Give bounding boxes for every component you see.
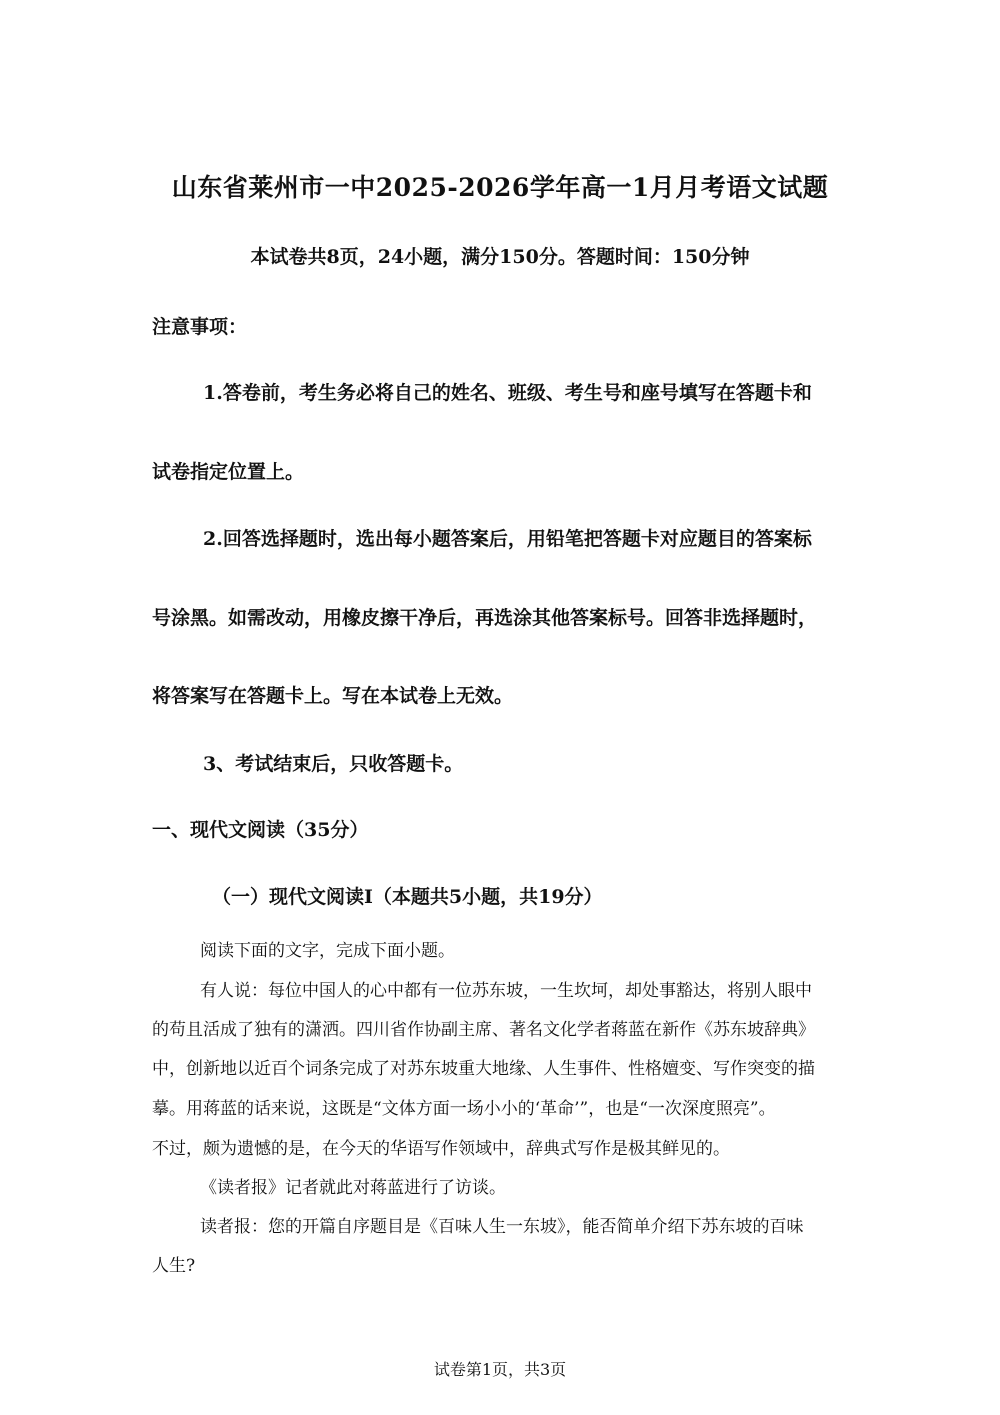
notice-heading: 注意事项： — [152, 316, 248, 338]
notice-3: 3、考试结束后，只收答题卡。 — [203, 753, 464, 775]
exam-title: 山东省莱州市一中2025-2026学年高一1月月考语文试题 — [171, 173, 829, 202]
paragraph-1-line-5: 不过，颇为遗憾的是，在今天的华语写作领域中，辞典式写作是极其鲜见的。 — [152, 1139, 730, 1159]
notice-2-line-3: 将答案写在答题卡上。写在本试卷上无效。 — [152, 685, 514, 707]
paragraph-1-line-4: 摹。用蒋蓝的话来说，这既是“文体方面一场小小的‘革命’”，也是“一次深度照亮”。 — [152, 1099, 776, 1119]
paragraph-1-line-1: 有人说：每位中国人的心中都有一位苏东坡，一生坎坷，却处事豁达，将别人眼中 — [200, 981, 812, 1001]
reading-instruction: 阅读下面的文字，完成下面小题。 — [200, 941, 455, 961]
notice-1-line-2: 试卷指定位置上。 — [152, 461, 305, 483]
paragraph-3-line-2: 人生? — [152, 1256, 196, 1276]
exam-subtitle: 本试卷共8页，24小题，满分150分。答题时间：150分钟 — [250, 246, 750, 268]
paragraph-1-line-3: 中，创新地以近百个词条完成了对苏东坡重大地缘、人生事件、性格嬗变、写作突变的描 — [152, 1059, 815, 1079]
section-heading: 一、现代文阅读（35分） — [152, 819, 369, 841]
notice-2-line-2: 号涂黑。如需改动，用橡皮擦干净后，再选涂其他答案标号。回答非选择题时， — [152, 607, 818, 629]
subsection-heading: （一）现代文阅读Ⅰ（本题共5小题，共19分） — [212, 886, 603, 908]
paragraph-2: 《读者报》记者就此对蒋蓝进行了访谈。 — [200, 1178, 506, 1198]
notice-1-line-1: 1.答卷前，考生务必将自己的姓名、班级、考生号和座号填写在答题卡和 — [203, 382, 812, 404]
page-footer: 试卷第1页，共3页 — [433, 1360, 567, 1379]
paragraph-1-line-2: 的苟且活成了独有的潇洒。四川省作协副主席、著名文化学者蒋蓝在新作《苏东坡辞典》 — [152, 1020, 815, 1040]
paragraph-3-line-1: 读者报：您的开篇自序题目是《百味人生一东坡》，能否简单介绍下苏东坡的百味 — [200, 1217, 804, 1237]
notice-2-line-1: 2.回答选择题时，选出每小题答案后，用铅笔把答题卡对应题目的答案标 — [203, 528, 812, 550]
